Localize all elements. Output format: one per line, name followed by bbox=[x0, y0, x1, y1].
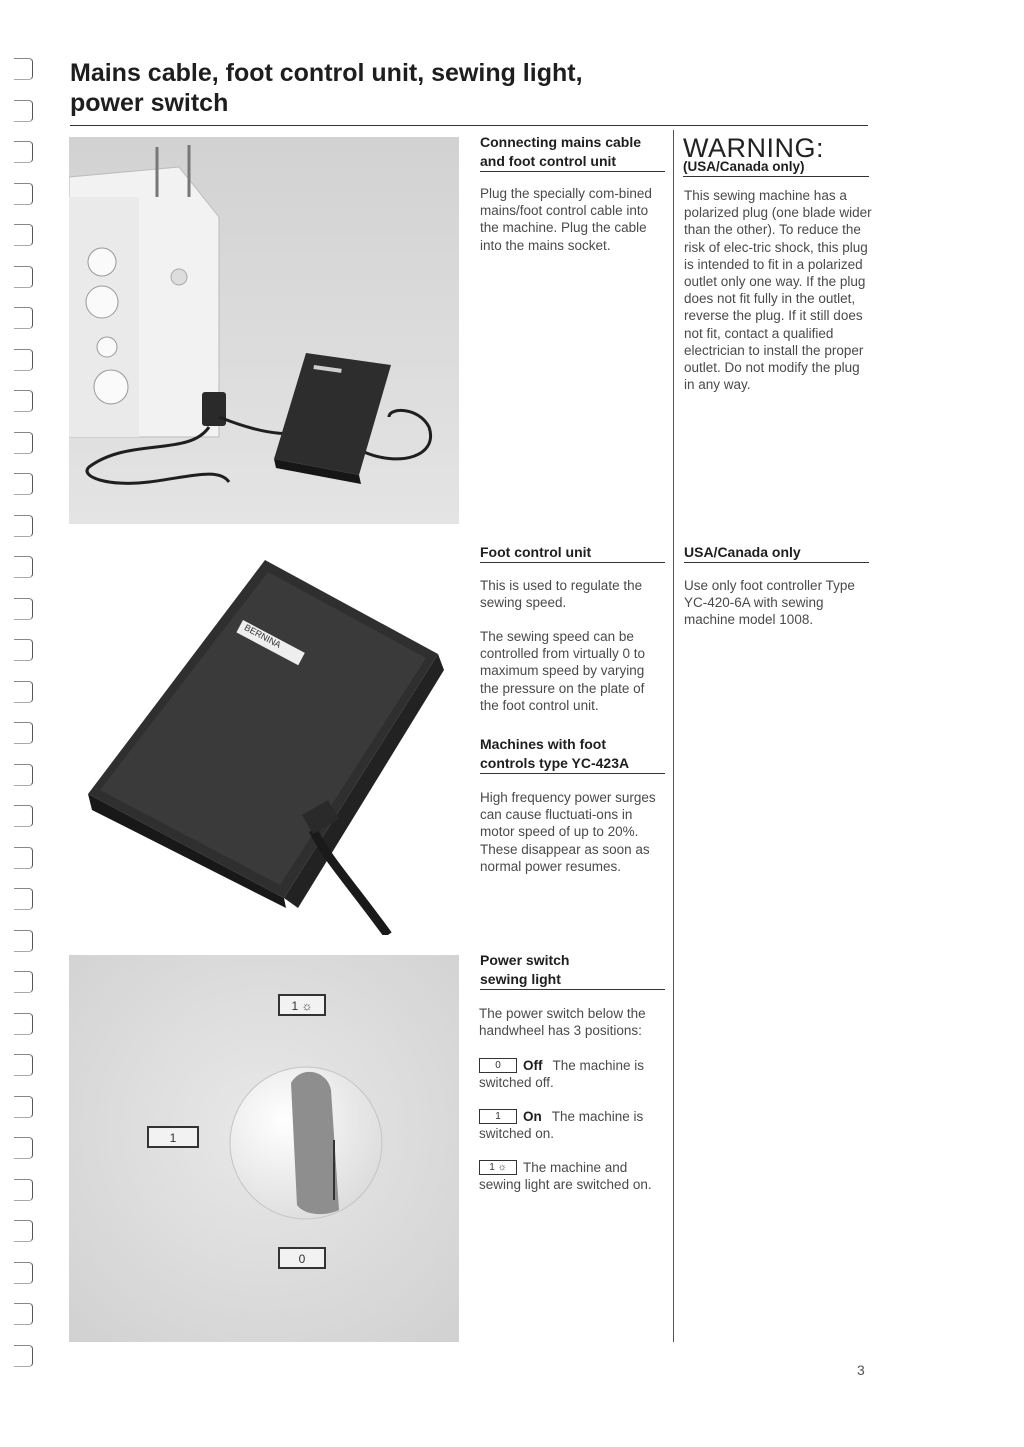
binding-ring bbox=[14, 722, 33, 744]
binding-ring bbox=[14, 1137, 33, 1159]
binding-ring bbox=[14, 805, 33, 827]
spiral-binding bbox=[10, 58, 40, 1388]
binding-ring bbox=[14, 1179, 33, 1201]
binding-ring bbox=[14, 971, 33, 993]
position-on-light bbox=[479, 1159, 669, 1193]
binding-ring bbox=[14, 473, 33, 495]
binding-ring bbox=[14, 639, 33, 661]
position-symbol: 1 bbox=[479, 1109, 517, 1124]
binding-ring bbox=[14, 307, 33, 329]
binding-ring bbox=[14, 515, 33, 537]
power-switch-body: The power switch below the handwheel has 3 positions: bbox=[479, 1006, 646, 1039]
power-switch-heading bbox=[480, 951, 665, 990]
binding-ring bbox=[14, 183, 33, 205]
foot-control-body1: This is used to regulate the sewing speed. bbox=[480, 578, 643, 611]
binding-ring bbox=[14, 681, 33, 703]
binding-ring bbox=[14, 1054, 33, 1076]
connecting-heading-line2: and foot control unit bbox=[480, 152, 665, 172]
column-divider bbox=[673, 130, 674, 1342]
machine-cable-photo bbox=[69, 137, 459, 524]
foot-control-heading-text: Foot control unit bbox=[480, 543, 665, 563]
warning-subtitle: (USA/Canada only) bbox=[683, 158, 869, 177]
switch-label-bottom: 0 bbox=[298, 1252, 306, 1266]
binding-ring bbox=[14, 556, 33, 578]
connecting-heading-line1: Connecting mains cable bbox=[480, 134, 642, 150]
binding-ring bbox=[14, 1303, 33, 1325]
binding-ring bbox=[14, 1345, 33, 1367]
binding-ring bbox=[14, 1220, 33, 1242]
position-label: Off bbox=[523, 1058, 543, 1073]
foot-pedal-photo bbox=[88, 560, 448, 935]
binding-ring bbox=[14, 266, 33, 288]
binding-ring bbox=[14, 847, 33, 869]
warning-body: This sewing machine has a polarized plug (one blade wider than the other). To reduce the risk of elec-tric shock, this plug is intended to fit in a polarized outlet only one way. If the plug does not fit fully in the outlet, reverse the plug. If it still does not fit, contact a qualified electrician to install the proper outlet. Do not modify the plug in any way. bbox=[684, 188, 872, 393]
title-rule bbox=[70, 125, 868, 126]
yc423a-heading-line1: Machines with foot bbox=[480, 736, 606, 752]
binding-ring bbox=[14, 888, 33, 910]
usa-canada-body: Use only foot controller Type YC-420-6A with sewing machine model 1008. bbox=[684, 578, 855, 628]
binding-ring bbox=[14, 1013, 33, 1035]
warning-title: WARNING: bbox=[683, 133, 824, 163]
power-switch-photo bbox=[69, 955, 459, 1342]
foot-control-heading bbox=[480, 543, 665, 563]
yc423a-heading bbox=[480, 735, 665, 774]
usa-canada-heading-text: USA/Canada only bbox=[684, 543, 869, 563]
position-symbol: 0 bbox=[479, 1058, 517, 1073]
power-switch-heading-line2: sewing light bbox=[480, 970, 665, 990]
position-label: On bbox=[523, 1109, 542, 1124]
foot-control-body2: The sewing speed can be controlled from virtually 0 to maximum speed by varying the pressure on the plate of the foot control unit. bbox=[480, 629, 646, 713]
position-symbol: 1 ☼ bbox=[479, 1160, 517, 1175]
position-on bbox=[479, 1108, 669, 1142]
binding-ring bbox=[14, 432, 33, 454]
connecting-heading bbox=[480, 133, 665, 172]
binding-ring bbox=[14, 100, 33, 122]
switch-label-top: 1 ☼ bbox=[291, 999, 313, 1013]
binding-ring bbox=[14, 764, 33, 786]
position-text: The machine and sewing light are switched on. bbox=[479, 1160, 652, 1193]
binding-ring bbox=[14, 598, 33, 620]
binding-ring bbox=[14, 1096, 33, 1118]
position-off bbox=[479, 1057, 669, 1091]
position-text: The machine is switched on. bbox=[479, 1109, 644, 1142]
connecting-body: Plug the specially com-bined mains/foot control cable into the machine. Plug the cable into the mains socket. bbox=[480, 186, 652, 253]
position-text: The machine is switched off. bbox=[479, 1058, 645, 1091]
pedal-brand-label: BERNINA bbox=[242, 622, 283, 650]
binding-ring bbox=[14, 58, 33, 80]
page-title: Mains cable, foot control unit, sewing light, power switch bbox=[70, 59, 583, 117]
page-number: 3 bbox=[857, 1362, 865, 1378]
yc423a-body: High frequency power surges can cause fluctuati-ons in motor speed of up to 20%. These disappear as soon as normal power resumes. bbox=[480, 790, 656, 874]
binding-ring bbox=[14, 349, 33, 371]
binding-ring bbox=[14, 930, 33, 952]
switch-label-left: 1 bbox=[169, 1131, 177, 1145]
binding-ring bbox=[14, 390, 33, 412]
usa-canada-heading bbox=[684, 543, 869, 563]
binding-ring bbox=[14, 1262, 33, 1284]
yc423a-heading-line2: controls type YC-423A bbox=[480, 754, 665, 774]
binding-ring bbox=[14, 141, 33, 163]
power-switch-heading-line1: Power switch bbox=[480, 952, 570, 968]
binding-ring bbox=[14, 224, 33, 246]
